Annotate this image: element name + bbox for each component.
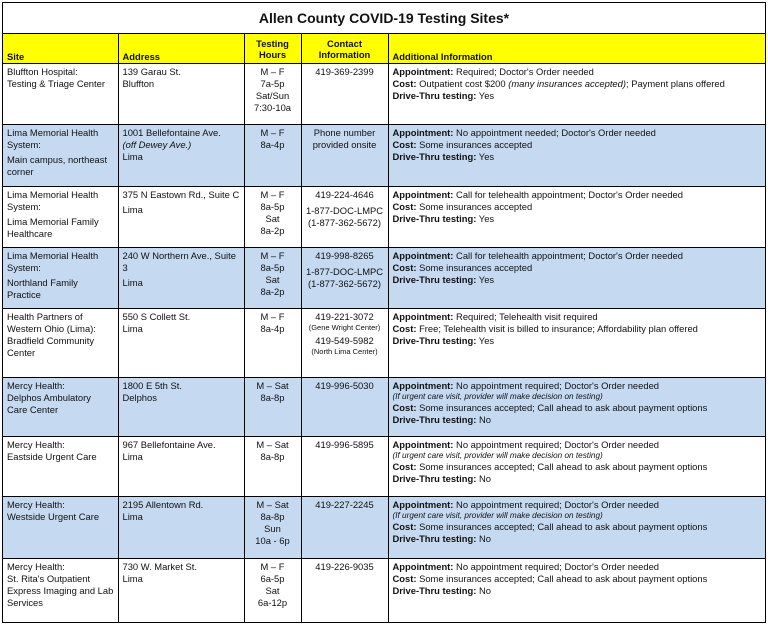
hours-cell: M – Sat 8a-8p Sun 10a - 6p <box>244 497 301 559</box>
table-row <box>3 248 765 309</box>
info-cell: Appointment: Call for telehealth appointment; Doctor's Order needed Cost: Some insurances accepted Drive-Thru testing: Yes <box>388 248 765 309</box>
header-info: Additional Information <box>388 34 765 64</box>
contact-cell: 419-369-2399 <box>301 64 388 125</box>
table-row <box>3 309 765 378</box>
contact-cell: 419-996-5895 <box>301 437 388 497</box>
testing-sites-table <box>3 34 765 623</box>
header-contact: Contact Information <box>301 34 388 64</box>
contact-cell: 419-998-8265 1-877-DOC-LMPC (1-877-362-5672) <box>301 248 388 309</box>
table-row <box>3 64 765 125</box>
site-cell: Health Partners of Western Ohio (Lima): Bradfield Community Center <box>3 309 118 378</box>
header-row <box>3 34 765 64</box>
site-cell: Lima Memorial Health System: Main campus, northeast corner <box>3 125 118 187</box>
address-cell: 1001 Bellefontaine Ave. (off Dewey Ave.) Lima <box>118 125 244 187</box>
info-cell: Appointment: No appointment needed; Doctor's Order needed Cost: Some insurances accepted Drive-Thru testing: Yes <box>388 125 765 187</box>
hours-cell: M – F 6a-5p Sat 6a-12p <box>244 559 301 623</box>
info-cell: Appointment: Required; Telehealth visit required Cost: Free; Telehealth visit is billed to insurance; Affordability plan offered Drive-Thru testing: Yes <box>388 309 765 378</box>
hours-cell: M – F 8a-5p Sat 8a-2p <box>244 248 301 309</box>
site-cell: Lima Memorial Health System: Northland Family Practice <box>3 248 118 309</box>
testing-sites-document <box>2 2 766 623</box>
address-cell: 375 N Eastown Rd., Suite C Lima <box>118 187 244 248</box>
site-cell: Mercy Health: Westside Urgent Care <box>3 497 118 559</box>
info-cell: Appointment: Call for telehealth appointment; Doctor's Order needed Cost: Some insurances accepted Drive-Thru testing: Yes <box>388 187 765 248</box>
table-row <box>3 378 765 437</box>
address-cell: 2195 Allentown Rd. Lima <box>118 497 244 559</box>
site-cell: Mercy Health: St. Rita's Outpatient Express Imaging and Lab Services <box>3 559 118 623</box>
contact-cell: 419-996-5030 <box>301 378 388 437</box>
address-cell: 730 W. Market St. Lima <box>118 559 244 623</box>
hours-cell: M – F 7a-5p Sat/Sun 7:30-10a <box>244 64 301 125</box>
info-cell: Appointment: No appointment required; Doctor's Order needed (If urgent care visit, provider will make decision on testing) Cost: Some insurances accepted; Call ahead to ask about payment options Drive-Thru testing: No <box>388 497 765 559</box>
site-cell: Mercy Health: Delphos Ambulatory Care Center <box>3 378 118 437</box>
info-cell: Appointment: No appointment required; Doctor's Order needed Cost: Some insurances accepted; Call ahead to ask about payment options Drive-Thru testing: No <box>388 559 765 623</box>
address-cell: 139 Garau St. Bluffton <box>118 64 244 125</box>
table-row <box>3 437 765 497</box>
hours-cell: M – F 8a-4p <box>244 125 301 187</box>
table-row <box>3 125 765 187</box>
hours-cell: M – F 8a-4p <box>244 309 301 378</box>
hours-cell: M – Sat 8a-8p <box>244 378 301 437</box>
hours-cell: M – Sat 8a-8p <box>244 437 301 497</box>
contact-cell: 419-221-3072 (Gene Wright Center) 419-549-5982 (North Lima Center) <box>301 309 388 378</box>
address-cell: 240 W Northern Ave., Suite 3 Lima <box>118 248 244 309</box>
hours-cell: M – F 8a-5p Sat 8a-2p <box>244 187 301 248</box>
contact-cell: 419-226-9035 <box>301 559 388 623</box>
page-title: Allen County COVID-19 Testing Sites* <box>3 3 765 34</box>
address-cell: 550 S Collett St. Lima <box>118 309 244 378</box>
site-cell: Mercy Health: Eastside Urgent Care <box>3 437 118 497</box>
info-cell: Appointment: No appointment required; Doctor's Order needed (If urgent care visit, provider will make decision on testing) Cost: Some insurances accepted; Call ahead to ask about payment options Drive-Thru testing: No <box>388 437 765 497</box>
contact-cell: 419-224-4646 1-877-DOC-LMPC (1-877-362-5672) <box>301 187 388 248</box>
header-address: Address <box>118 34 244 64</box>
address-cell: 1800 E 5th St. Delphos <box>118 378 244 437</box>
site-cell: Bluffton Hospital: Testing & Triage Center <box>3 64 118 125</box>
site-cell: Lima Memorial Health System: Lima Memorial Family Healthcare <box>3 187 118 248</box>
table-row <box>3 559 765 623</box>
table-row <box>3 497 765 559</box>
contact-cell: 419-227-2245 <box>301 497 388 559</box>
info-cell: Appointment: Required; Doctor's Order needed Cost: Outpatient cost $200 (many insurances accepted); Payment plans offered Drive-Thru testing: Yes <box>388 64 765 125</box>
table-row <box>3 187 765 248</box>
header-hours: Testing Hours <box>244 34 301 64</box>
info-cell: Appointment: No appointment required; Doctor's Order needed (If urgent care visit, provider will make decision on testing) Cost: Some insurances accepted; Call ahead to ask about payment options Drive-Thru testing: No <box>388 378 765 437</box>
header-site: Site <box>3 34 118 64</box>
address-cell: 967 Bellefontaine Ave. Lima <box>118 437 244 497</box>
contact-cell: Phone number provided onsite <box>301 125 388 187</box>
